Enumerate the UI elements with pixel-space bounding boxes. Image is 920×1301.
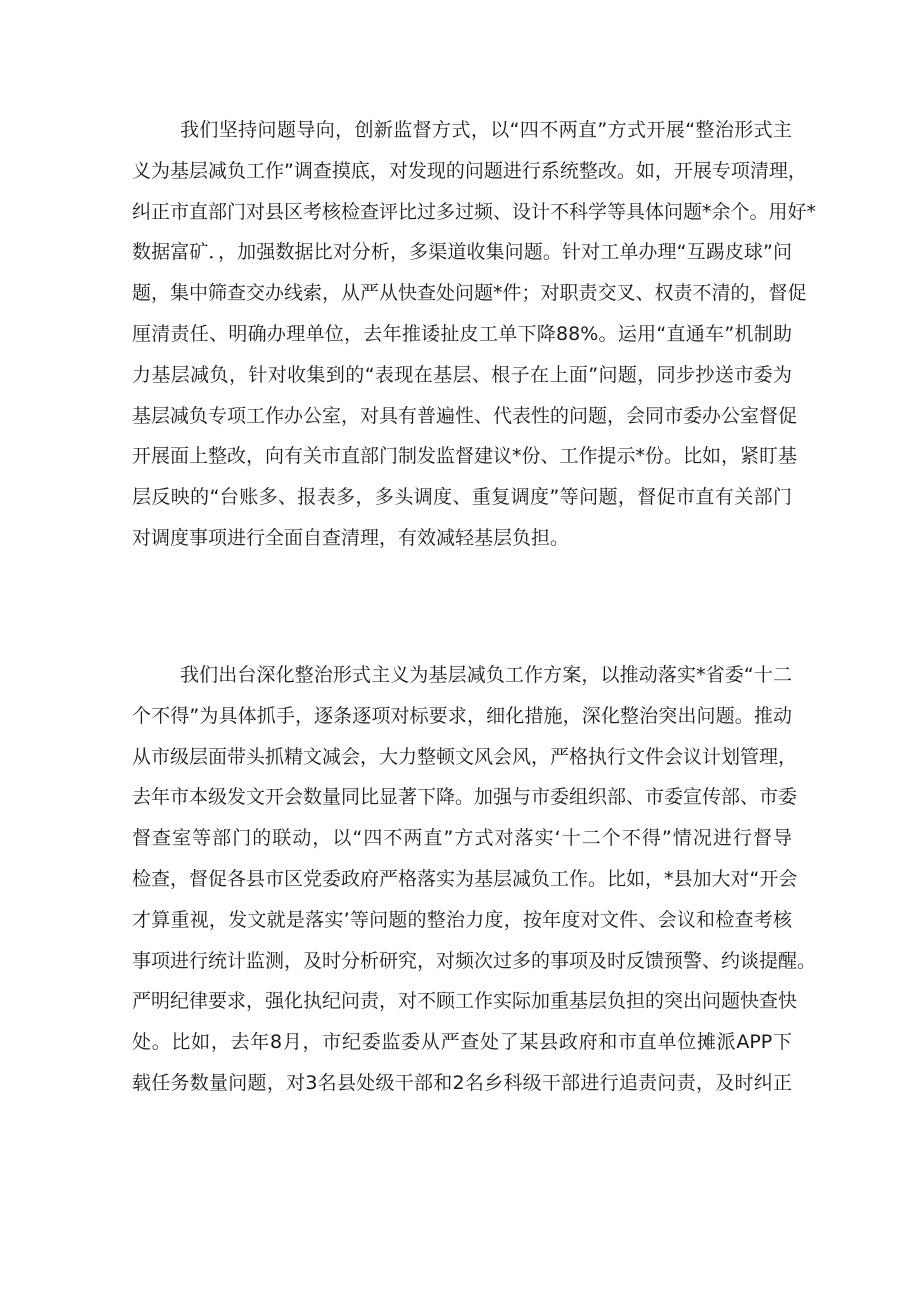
text-line: 对调度事项进行全面自查清理，有效减轻基层负担。	[132, 526, 570, 549]
text-line: 层反映的“台账多、报表多，多头调度、重复调度”等问题，督促市直有关部门	[132, 486, 792, 509]
text-line: 去年市本级发文开会数量同比显著下降。加强与市委组织部、市委宣传部、市委	[132, 786, 798, 809]
paragraph-1	[132, 110, 817, 559]
text-line: 纠正市直部门对县区考核检查评比过多过频、设计不科学等具体问题*余个。用好*	[132, 200, 817, 223]
text-line: 严明纪律要求，强化执纪问责，对不顾工作实际加重基层负担的突出问题快查快	[132, 990, 798, 1013]
text-line: 督查室等部门的联动，以“四不两直”方式对落实‘十二个不得”情况进行督导	[132, 827, 792, 850]
text-line: 事项进行统计监测，及时分析研究，对频次过多的事项及时反馈预警、约谈提醒。	[132, 949, 817, 972]
text-line: 载任务数量问题，对3名县处级干部和2名乡科级干部进行追责问责，及时纠正	[132, 1071, 792, 1094]
text-line: 力基层减负，针对收集到的“表现在基层、根子在上面”问题，同步抄送市委为	[132, 363, 792, 386]
text-line: 义为基层减负工作”调查摸底，对发现的问题进行系统整改。如，开展专项清理，	[132, 159, 807, 182]
text-line: 我们坚持问题导向，创新监督方式，以“四不两直”方式开展“整治形式主	[180, 119, 792, 141]
paragraph-2	[132, 655, 817, 1104]
text-line: 检查，督促各县市区党委政府严格落实为基层减负工作。比如，*县加大对“开会	[132, 867, 798, 890]
text-line: 处。比如，去年8月，市纪委监委从严查处了某县政府和市直单位摊派APP下	[132, 1031, 792, 1054]
text-line: 数据富矿．，加强数据比对分析，多渠道收集问题。针对工单办理“互踢皮球”问	[132, 241, 792, 264]
text-line: 才算重视，发文就是落实’等问题的整治力度，按年度对文件、会议和检查考核	[132, 908, 792, 931]
text-line: 基层减负专项工作办公室，对具有普遍性、代表性的问题，会同市委办公室督促	[132, 404, 798, 427]
text-line: 从市级层面带头抓精文减会，大力整顿文风会风，严格执行文件会议计划管理，	[132, 745, 798, 768]
text-line: 厘清责任、明确办理单位，去年推诿扯皮工单下降88%。运用“直通车”机制助	[132, 322, 792, 345]
text-line: 我们出台深化整治形式主义为基层减负工作方案，以推动落实*省委“十二	[180, 664, 792, 686]
text-line: 个不得”为具体抓手，逐条逐项对标要求，细化措施，深化整治突出问题。推动	[132, 704, 792, 727]
text-line: 题，集中筛查交办线索，从严从快查处问题*件；对职责交叉、权责不清的，督促	[132, 282, 807, 305]
text-line: 开展面上整改，向有关市直部门制发监督建议*份、工作提示*份。比如，紧盯基	[132, 445, 798, 468]
